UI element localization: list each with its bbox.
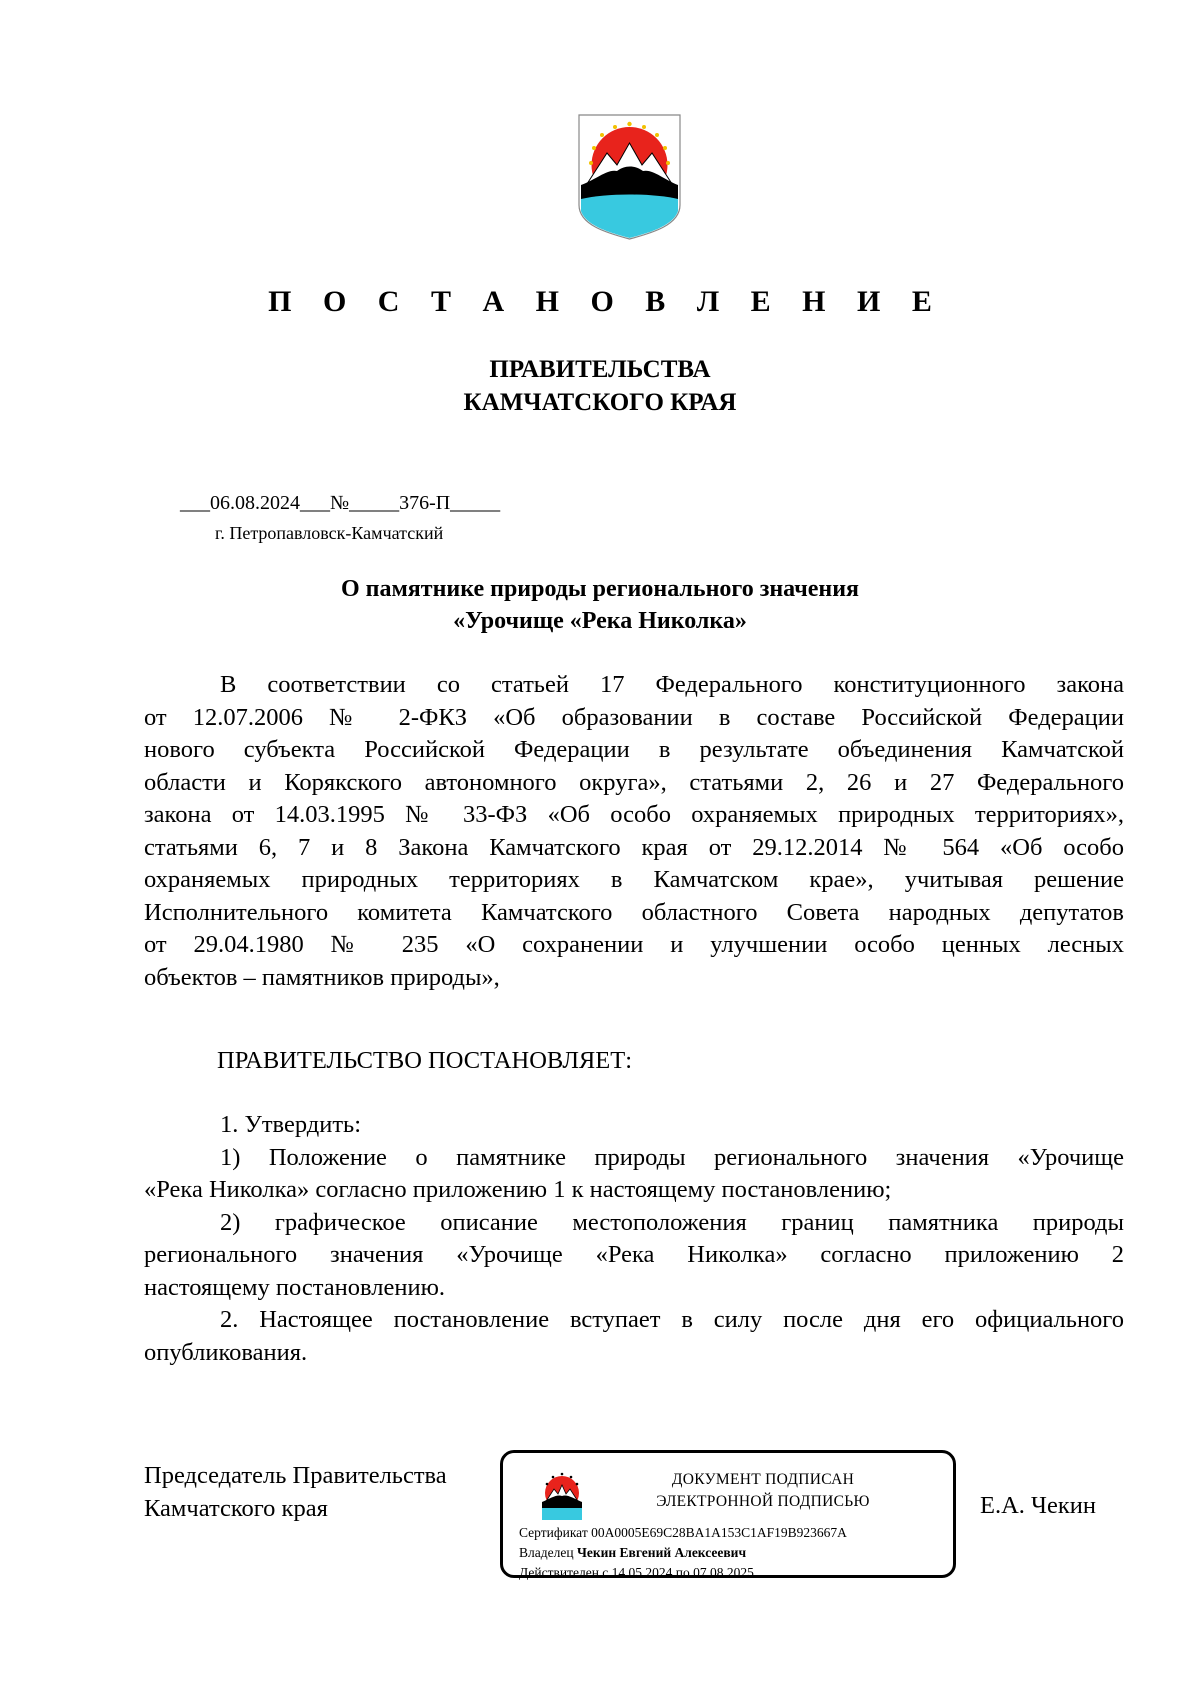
preamble-line: охраняемых природных территориях в Камчатском крае», учитывая решение bbox=[144, 866, 1124, 893]
valid-from: 14.05.2024 bbox=[611, 1565, 673, 1580]
item-line: опубликования. bbox=[144, 1338, 308, 1366]
city-name: г. Петропавловск-Камчатский bbox=[215, 523, 444, 543]
document-title-line-1: О памятнике природы регионального значения bbox=[340, 576, 860, 602]
resolve-heading: ПРАВИТЕЛЬСТВО ПОСТАНОВЛЯЕТ: bbox=[217, 1047, 633, 1074]
valid-to: 07.08.2025 bbox=[693, 1565, 754, 1580]
stamp-validity-row bbox=[519, 1565, 754, 1581]
document-type-heading: П О С Т А Н О В Л Е Н И Е bbox=[268, 285, 944, 318]
signatory-position bbox=[144, 1460, 447, 1525]
preamble-line: нового субъекта Российской Федерации в результате объединения Камчатской bbox=[144, 736, 1124, 763]
stamp-header-line-2: ЭЛЕКТРОННОЙ ПОДПИСЬЮ bbox=[656, 1493, 870, 1510]
document-title-line-2: «Урочище «Река Николка» bbox=[453, 608, 747, 634]
owner-value: Чекин Евгений Алексеевич bbox=[576, 1545, 747, 1560]
preamble-line: от 29.04.1980 № 235 «О сохранении и улучшении особо ценных лесных bbox=[144, 931, 1124, 958]
kamchatka-coat-of-arms-icon bbox=[577, 113, 682, 241]
preamble-line: В соответствии со статьей 17 Федерального конституционного закона bbox=[220, 671, 1124, 698]
authority-line-1: ПРАВИТЕЛЬСТВА bbox=[489, 356, 711, 383]
item-line: регионального значения «Урочище «Река Николка» согласно приложению 2 bbox=[144, 1241, 1124, 1268]
preamble-line: области и Корякского автономного округа», статьями 2, 26 и 27 Федерального bbox=[144, 768, 1124, 796]
signatory-position-line-2: Камчатского края bbox=[144, 1494, 328, 1522]
owner-label: Владелец bbox=[519, 1545, 574, 1560]
item-line: настоящему постановлению. bbox=[144, 1273, 445, 1301]
valid-label: Действителен с bbox=[519, 1565, 609, 1580]
signatory-name: Е.А. Чекин bbox=[980, 1492, 1096, 1519]
authority-line-2: КАМЧАТСКОГО КРАЯ bbox=[463, 389, 737, 416]
electronic-signature-stamp bbox=[500, 1450, 956, 1578]
item-line: 2) графическое описание местоположения границ памятника природы bbox=[220, 1208, 1124, 1236]
preamble-line: закона от 14.03.1995 № 33-ФЗ «Об особо охраняемых природных территориях», bbox=[144, 801, 1124, 828]
valid-to-label: по bbox=[675, 1565, 690, 1580]
signatory-position-line-1: Председатель Правительства bbox=[144, 1462, 447, 1489]
preamble bbox=[144, 669, 1124, 994]
resolution-items bbox=[144, 1109, 1124, 1369]
preamble-line: объектов – памятников природы», bbox=[144, 963, 500, 991]
item-line: 2. Настоящее постановление вступает в силу после дня его официального bbox=[220, 1306, 1124, 1333]
preamble-line: статьями 6, 7 и 8 Закона Камчатского края от 29.12.2014 № 564 «Об особо bbox=[144, 833, 1124, 861]
item-line: 1. Утвердить: bbox=[220, 1111, 362, 1138]
stamp-header-line-1: ДОКУМЕНТ ПОДПИСАН bbox=[671, 1471, 855, 1488]
registration-line: ___06.08.2024___№_____376-П_____ bbox=[180, 492, 501, 514]
certificate-value: 00A0005E69C28BA1A153C1AF19B923667A bbox=[591, 1525, 847, 1540]
item-line: «Река Николка» согласно приложению 1 к настоящему постановлению; bbox=[144, 1176, 892, 1203]
preamble-line: Исполнительного комитета Камчатского областного Совета народных депутатов bbox=[144, 898, 1124, 926]
preamble-line: от 12.07.2006 № 2-ФКЗ «Об образовании в составе Российской Федерации bbox=[144, 703, 1124, 731]
stamp-certificate-row bbox=[519, 1525, 847, 1541]
certificate-label: Сертификат bbox=[519, 1525, 588, 1540]
item-line: 1) Положение о памятнике природы регионального значения «Урочище bbox=[220, 1143, 1124, 1171]
stamp-owner-row bbox=[519, 1545, 746, 1561]
